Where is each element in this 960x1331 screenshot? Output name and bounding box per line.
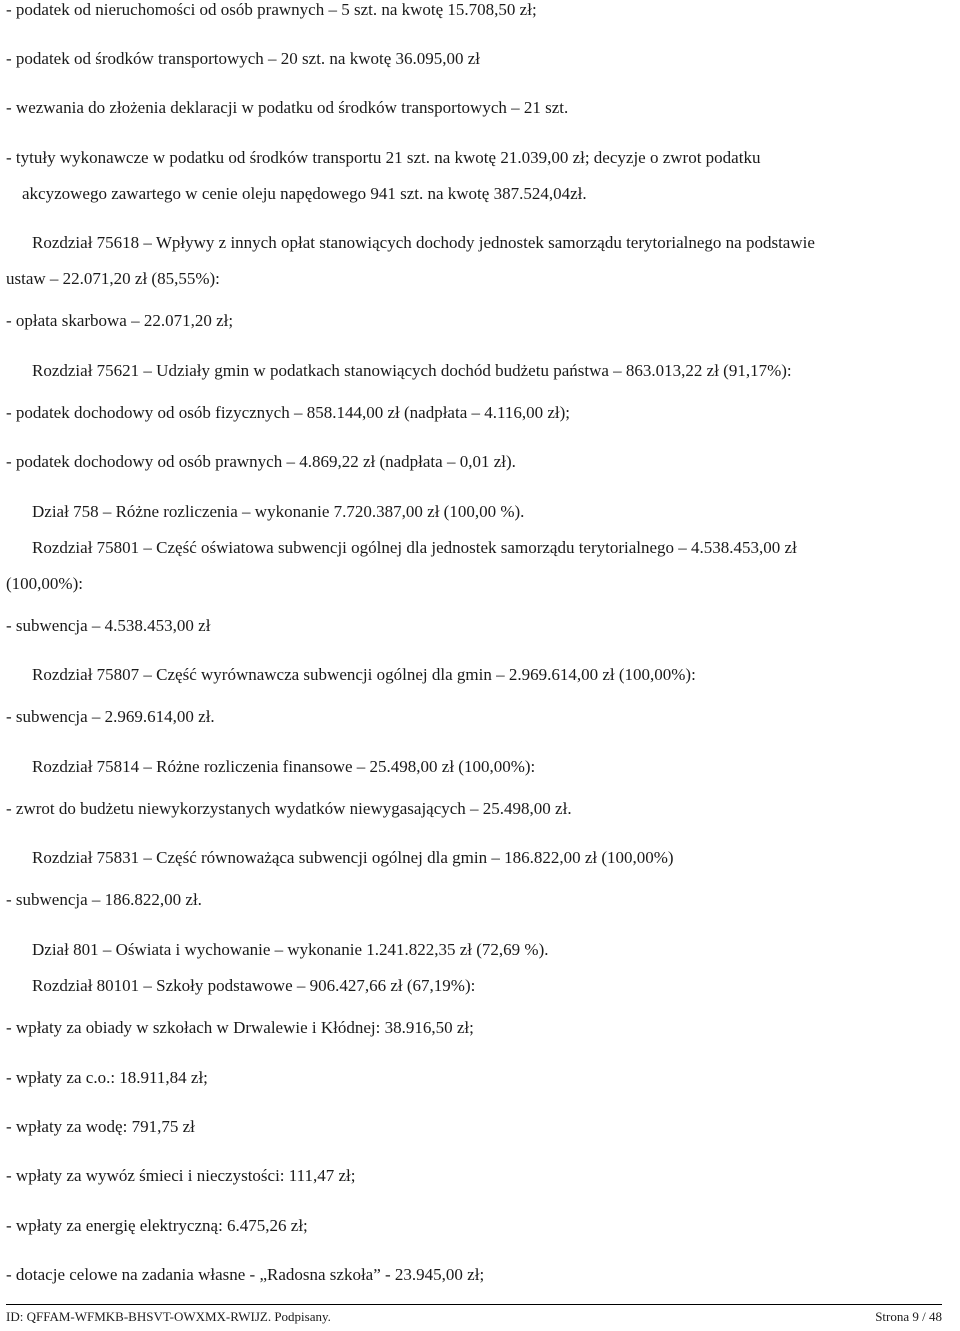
text-line: - wpłaty za wywóz śmieci i nieczystości: 111,47 zł; (6, 1166, 356, 1185)
section-heading: Dział 758 – Różne rozliczenia – wykonanie 7.720.387,00 zł (100,00 %). (32, 502, 525, 521)
section-heading: Rozdział 75807 – Część wyrównawcza subwencji ogólnej dla gmin – 2.969.614,00 zł (100,00%): (32, 665, 696, 684)
text-line: - opłata skarbowa – 22.071,20 zł; (6, 311, 234, 330)
text-line: - dotacje celowe na zadania własne - „Radosna szkoła” - 23.945,00 zł; (6, 1265, 485, 1284)
section-heading: Rozdział 75618 – Wpływy z innych opłat stanowiących dochody jednostek samorządu terytorialnego na podstawie (32, 233, 815, 252)
section-heading: Rozdział 75831 – Część równoważąca subwencji ogólnej dla gmin – 186.822,00 zł (100,00%) (32, 848, 674, 867)
text-line: - subwencja – 2.969.614,00 zł. (6, 707, 215, 726)
text-line: - wpłaty za energię elektryczną: 6.475,26 zł; (6, 1216, 308, 1235)
page-number: Strona 9 / 48 (875, 1309, 942, 1324)
section-heading: Rozdział 75621 – Udziały gmin w podatkach stanowiących dochód budżetu państwa – 863.013,22 zł (91,17%): (32, 361, 792, 380)
text-line: - podatek od środków transportowych – 20 szt. na kwotę 36.095,00 zł (6, 49, 481, 68)
text-line: - tytuły wykonawcze w podatku od środków transportu 21 szt. na kwotę 21.039,00 zł; decyzje o zwrot podatku (6, 148, 761, 167)
text-line: - wpłaty za wodę: 791,75 zł (6, 1117, 195, 1136)
text-line: - subwencja – 186.822,00 zł. (6, 890, 202, 909)
section-heading: Rozdział 75801 – Część oświatowa subwencji ogólnej dla jednostek samorządu terytorialnego – 4.538.453,00 zł (32, 538, 797, 557)
section-heading: Rozdział 75814 – Różne rozliczenia finansowe – 25.498,00 zł (100,00%): (32, 757, 536, 776)
document-id: ID: QFFAM-WFMKB-BHSVT-OWXMX-RWIJZ. Podpisany. (6, 1309, 331, 1324)
text-line: - wezwania do złożenia deklaracji w podatku od środków transportowych – 21 szt. (6, 98, 569, 117)
text-line: - wpłaty za obiady w szkołach w Drwalewie i Kłódnej: 38.916,50 zł; (6, 1018, 474, 1037)
text-line: - podatek dochodowy od osób prawnych – 4.869,22 zł (nadpłata – 0,01 zł). (6, 452, 516, 471)
section-heading: Rozdział 80101 – Szkoły podstawowe – 906.427,66 zł (67,19%): (32, 976, 476, 995)
text-line: - wpłaty za c.o.: 18.911,84 zł; (6, 1068, 208, 1087)
text-line: - podatek od nieruchomości od osób prawnych – 5 szt. na kwotę 15.708,50 zł; (6, 0, 537, 19)
text-line: - podatek dochodowy od osób fizycznych – 858.144,00 zł (nadpłata – 4.116,00 zł); (6, 403, 571, 422)
text-line: akcyzowego zawartego w cenie oleju napędowego 941 szt. na kwotę 387.524,04zł. (22, 184, 587, 203)
text-line: - zwrot do budżetu niewykorzystanych wydatków niewygasających – 25.498,00 zł. (6, 799, 572, 818)
text-line: ustaw – 22.071,20 zł (85,55%): (6, 269, 220, 288)
text-line: - subwencja – 4.538.453,00 zł (6, 616, 211, 635)
text-line: (100,00%): (6, 574, 83, 593)
section-heading: Dział 801 – Oświata i wychowanie – wykonanie 1.241.822,35 zł (72,69 %). (32, 940, 549, 959)
page-footer (6, 1304, 942, 1324)
